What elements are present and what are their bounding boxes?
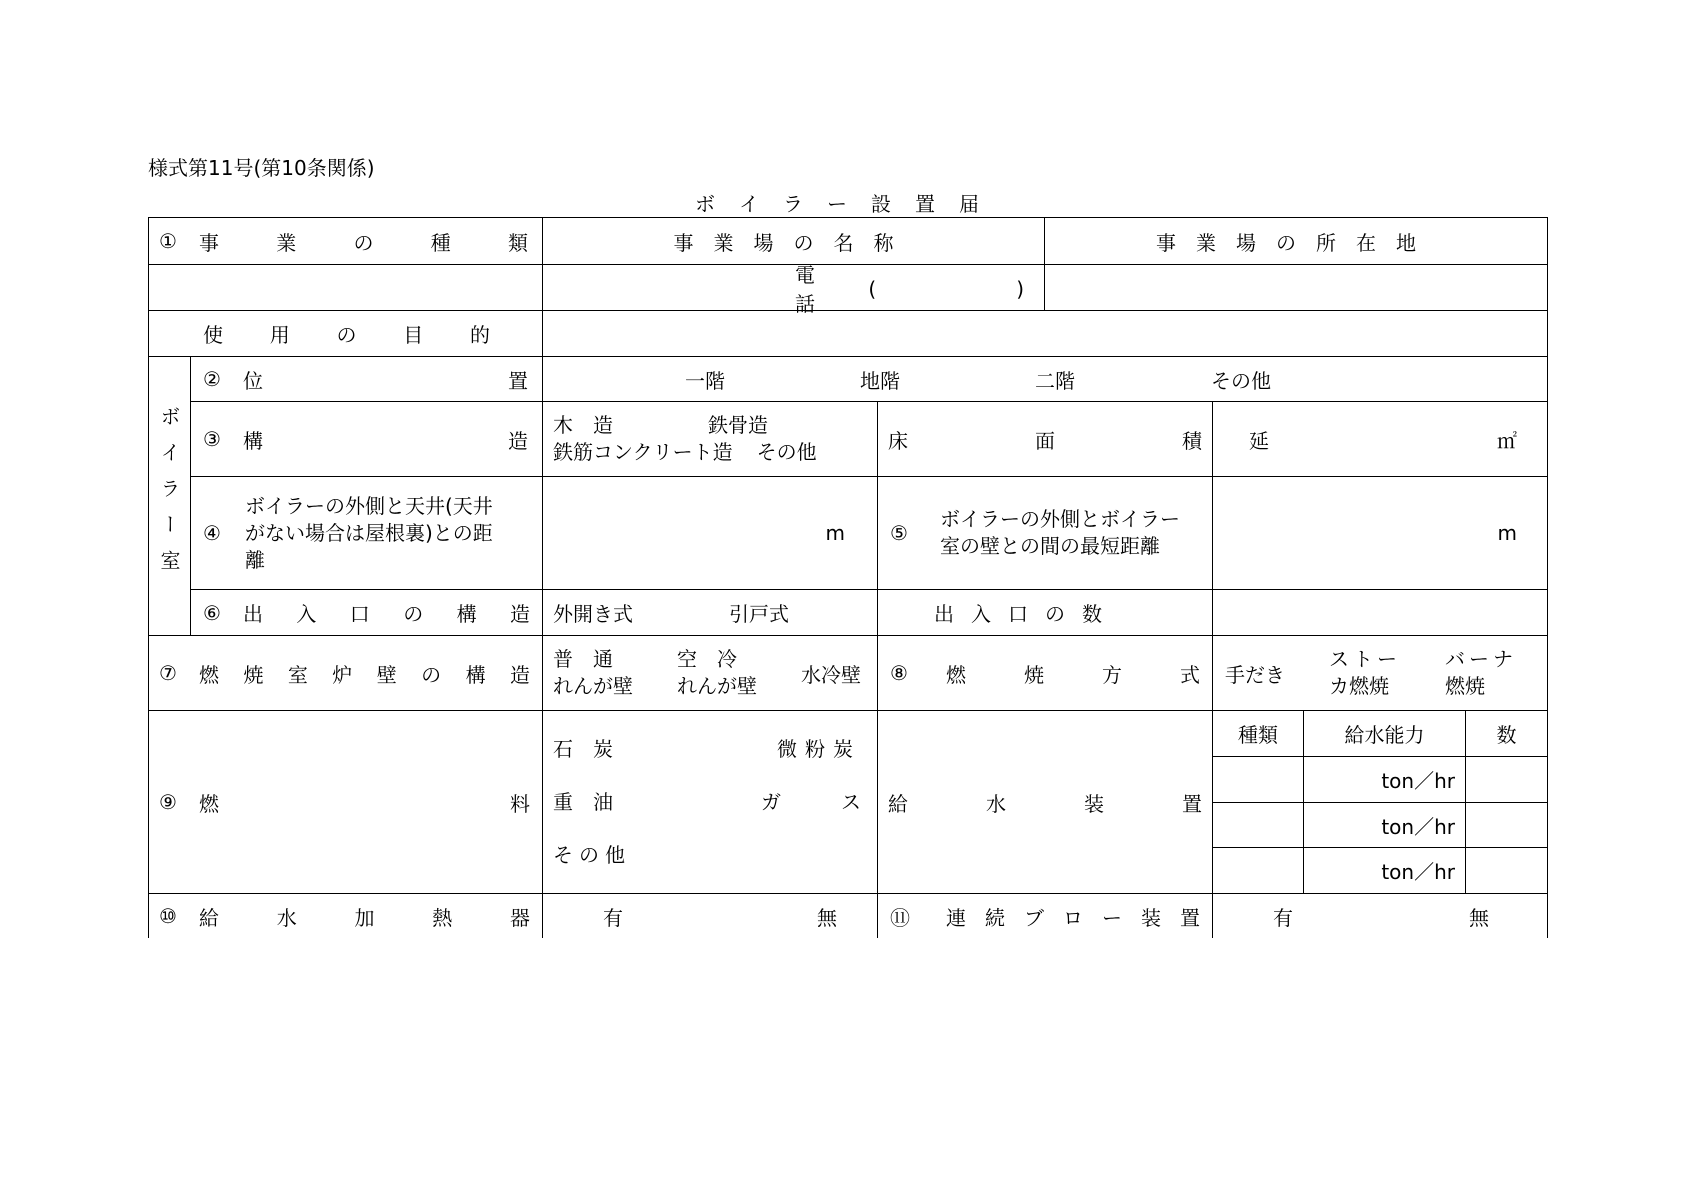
item-number: ③: [203, 427, 221, 451]
total-label: 延: [1249, 428, 1269, 453]
label-line: がない場合は屋根裏)との距: [245, 520, 493, 545]
sub-header-count: [1465, 710, 1548, 756]
item-number: ⑨: [159, 790, 177, 814]
item-number: ⑦: [159, 661, 177, 685]
option-wood[interactable]: 木 造: [553, 413, 613, 437]
item-number: ⑩: [159, 904, 177, 928]
workplace-address-header: [1044, 217, 1548, 264]
phone-field[interactable]: [542, 262, 1044, 316]
label: ボイラー室: [157, 406, 181, 586]
item-number: ①: [159, 229, 177, 253]
text: 普 通: [553, 647, 613, 671]
text: れんが壁: [553, 674, 633, 698]
feed-capacity-field[interactable]: [1303, 802, 1465, 847]
text: 燃焼: [1445, 674, 1485, 698]
position-options[interactable]: [542, 356, 1548, 401]
blowdown-options[interactable]: [1212, 893, 1548, 938]
feed-type-field[interactable]: [1212, 847, 1303, 893]
wall-distance-field[interactable]: [1212, 476, 1548, 589]
option-yes[interactable]: 有: [1273, 905, 1293, 930]
workplace-address-field[interactable]: [1044, 264, 1548, 310]
option-first-floor[interactable]: 一階: [685, 368, 725, 393]
option-other[interactable]: その他: [756, 440, 817, 464]
structure-options[interactable]: [542, 401, 877, 476]
text: 空 冷: [677, 647, 737, 671]
unit-label: m: [825, 521, 845, 545]
text: カ燃焼: [1329, 674, 1389, 698]
item-number: ②: [203, 367, 221, 391]
label: 位置: [243, 368, 528, 393]
option-pulverized-coal[interactable]: 微粉炭: [777, 736, 861, 761]
fuel-label: [148, 710, 542, 893]
phone-label: 電話: [795, 262, 815, 316]
text: ストー: [1329, 647, 1401, 671]
feed-count-field[interactable]: [1465, 802, 1548, 847]
blowdown-label: [877, 893, 1212, 938]
feed-type-field[interactable]: [1212, 802, 1303, 847]
business-type-header: [148, 217, 542, 264]
label: 給水能力: [1344, 723, 1425, 747]
label-line: 室の壁との間の最短距離: [940, 534, 1160, 558]
furnace-wall-options[interactable]: [542, 635, 877, 710]
label: 構造: [243, 428, 528, 453]
ceiling-distance-label: [190, 476, 542, 589]
phone-parens: ( ): [868, 277, 1044, 301]
text: バーナ: [1445, 647, 1517, 671]
label-line: 離: [245, 547, 265, 572]
option-coal[interactable]: 石 炭: [553, 736, 613, 761]
option-stoker[interactable]: [1329, 646, 1401, 700]
item-number: ⑤: [890, 521, 908, 545]
option-other[interactable]: その他: [553, 842, 631, 867]
option-aircooled-brick[interactable]: [677, 646, 757, 700]
feed-type-field[interactable]: [1212, 756, 1303, 802]
option-heavy-oil[interactable]: 重 油: [553, 789, 613, 814]
option-normal-brick[interactable]: [553, 646, 633, 700]
unit-label: ton／hr: [1381, 814, 1455, 839]
unit-label: ton／hr: [1381, 769, 1455, 793]
label: 数: [1496, 723, 1517, 747]
sub-header-capacity: [1303, 710, 1465, 756]
workplace-name-header: [542, 217, 1044, 264]
feed-count-field[interactable]: [1465, 756, 1548, 802]
furnace-wall-label: [148, 635, 542, 710]
entrance-count-label: [877, 589, 1212, 635]
item-number: ④: [203, 521, 221, 545]
feed-capacity-field[interactable]: [1303, 756, 1465, 802]
option-other[interactable]: その他: [1211, 368, 1271, 393]
feedwater-heater-label: [148, 893, 542, 938]
label: 給水装置: [888, 791, 1202, 816]
option-second-floor[interactable]: 二階: [1035, 368, 1075, 393]
label-line: ボイラーの外側と天井(天井: [245, 493, 493, 518]
unit-label: ㎡: [1497, 428, 1517, 453]
combustion-method-label: [877, 635, 1212, 710]
option-hand-fired[interactable]: 手だき: [1225, 662, 1285, 687]
label: 出入口の数: [934, 602, 1102, 626]
unit-label: m: [1497, 521, 1517, 545]
option-burner[interactable]: [1445, 646, 1517, 700]
option-steel[interactable]: 鉄骨造: [708, 413, 768, 437]
label: 床面積: [888, 428, 1202, 453]
label: 給水加熱器: [199, 905, 530, 930]
ceiling-distance-field[interactable]: [542, 476, 877, 589]
purpose-field[interactable]: [542, 310, 1548, 356]
purpose-label: [148, 310, 542, 356]
wall-distance-label: [877, 476, 1212, 589]
feedwater-heater-options[interactable]: [542, 893, 877, 938]
label: 燃料: [199, 791, 530, 816]
feed-capacity-field[interactable]: [1303, 847, 1465, 893]
entrance-structure-label: [190, 589, 542, 635]
feed-device-label: [877, 710, 1212, 893]
label: 燃焼室炉壁の構造: [199, 662, 530, 687]
text: れんが壁: [677, 674, 757, 698]
item-number: ⑥: [203, 600, 221, 625]
option-basement[interactable]: 地階: [860, 368, 900, 393]
fuel-options[interactable]: [542, 710, 921, 893]
option-yes[interactable]: 有: [603, 905, 623, 930]
boiler-room-label: [148, 356, 190, 635]
floor-area-field[interactable]: [1212, 401, 1548, 476]
business-type-field[interactable]: [148, 264, 542, 310]
position-label: [190, 356, 542, 401]
option-outward-opening[interactable]: 外開き式: [553, 602, 633, 626]
feed-count-field[interactable]: [1465, 847, 1548, 893]
label: 事業の種類: [199, 230, 528, 255]
label: 事業場の名称: [673, 230, 914, 255]
label: 出入口の構造: [243, 602, 530, 626]
option-gas[interactable]: ガス: [761, 789, 921, 814]
option-no[interactable]: 無: [817, 905, 837, 930]
form-number: 様式第11号(第10条関係): [148, 156, 375, 180]
unit-label: ton／hr: [1381, 860, 1455, 884]
item-number: ⑧: [890, 661, 908, 685]
label: 使用の目的: [203, 323, 490, 347]
structure-label: [190, 401, 542, 476]
form-title: ボイラー設置届: [695, 192, 1003, 216]
option-rc[interactable]: 鉄筋コンクリート造: [553, 440, 733, 464]
item-number: ⑪: [890, 905, 910, 930]
label: 連続ブロー装置: [946, 905, 1200, 930]
option-no[interactable]: 無: [1469, 905, 1489, 930]
option-sliding-door[interactable]: 引戸式: [729, 602, 789, 626]
entrance-count-field[interactable]: [1212, 589, 1548, 635]
floor-area-label: [877, 401, 1212, 476]
option-water-wall[interactable]: 水冷壁: [801, 662, 861, 687]
label: 種類: [1238, 723, 1278, 747]
entrance-structure-options[interactable]: [542, 589, 877, 635]
sub-header-type: [1212, 710, 1303, 756]
combustion-method-options[interactable]: [1212, 635, 1548, 710]
label: 事業場の所在地: [1156, 230, 1436, 255]
label-line: ボイラーの外側とボイラー: [940, 507, 1180, 531]
label: 燃焼方式: [946, 662, 1200, 687]
